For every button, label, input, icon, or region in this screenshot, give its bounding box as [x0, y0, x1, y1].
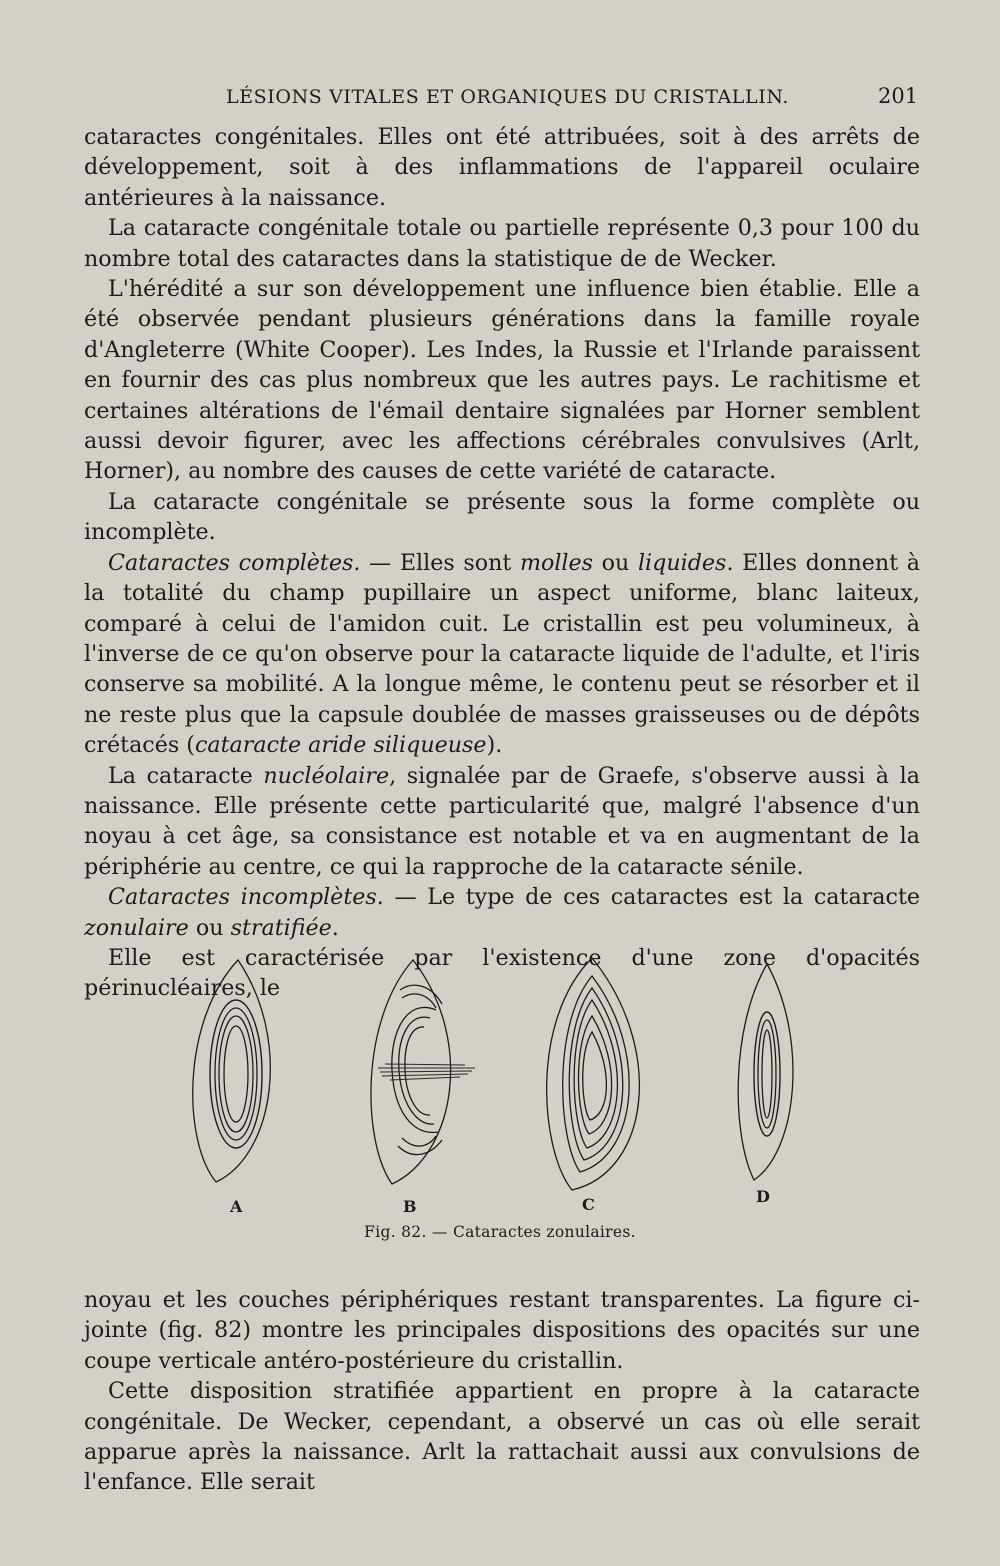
paragraph-5-text-4: ). [486, 732, 503, 759]
paragraph-6-text-1: La cataracte [108, 762, 264, 789]
figure-82 [180, 950, 820, 1230]
paragraph-4: La cataracte congénitale se présente sous la forme complète ou incomplète. [84, 488, 920, 546]
lens-section-c [547, 958, 640, 1190]
lens-section-a [193, 960, 271, 1182]
paragraph-5-italic-2: liquides [637, 549, 727, 576]
text-block-bottom [84, 1285, 920, 1498]
paragraph-7-text-1: — Le type de ces cataractes est la cataracte [383, 884, 920, 911]
paragraph-2: La cataracte congénitale totale ou partielle représente 0,3 pour 100 du nombre total des cataractes dans la statistique de de Wecker. [84, 215, 920, 272]
paragraph-3: L'hérédité a sur son développement une influence bien établie. Elle a été observée pendant plusieurs générations dans la famille royale d'Angleterre (White Cooper). Les Indes, la Russie et l'Irlande paraissent en fournir des cas plus nombreux que les autres pays. Le rachitisme et certaines altérations de l'émail dentaire signalées par Horner semblent aussi devoir figurer, avec les affections cérébrales convulsives (Arlt, Horner), au nombre des causes de cette variété de cataracte. [84, 276, 920, 485]
paragraph-7 [84, 882, 920, 943]
figure-caption: Fig. 82. — Cataractes zonulaires. [364, 1223, 636, 1241]
paragraph-7-italic-2: stratifiée [230, 914, 332, 941]
paragraph-6 [84, 761, 920, 883]
paragraph-5-italic-3: cataracte aride siliqueuse [194, 732, 487, 759]
paragraph-8: Elle est caractérisée par l'existence d'une zone d'opacités périnucléaires, le [84, 944, 920, 1002]
section-heading-complete: Cataractes complètes. [108, 549, 361, 576]
paragraph-9: noyau et les couches périphériques restant transparentes. La figure ci-jointe (fig. 82) montre les principales dispositions des opacités sur une coupe verticale antéro-postérieure du cristallin. [84, 1287, 920, 1374]
paragraph-5-text-2: ou [593, 549, 638, 576]
figure-label-c: C [582, 1195, 595, 1214]
paragraph-5-text-3: . Elles donnent à la totalité du champ pupillaire un aspect uniforme, blanc laiteux, comparé à celui de l'amidon cuit. Le cristallin est peu volumineux, à l'inverse de ce qu'on observe pour la cataracte liquide de l'adulte, et l'iris conserve sa mobilité. A la longue même, le contenu peut se résorber et il ne reste plus que la capsule doublée de masses graisseuses ou de dépôts crétacés ( [84, 549, 920, 759]
lens-section-d [738, 964, 793, 1180]
page-header [0, 86, 1000, 116]
paragraph-5-text-1: — Elles sont [360, 549, 520, 576]
figure-label-b: B [403, 1197, 417, 1216]
paragraph-5 [84, 548, 920, 761]
text-block-top [84, 122, 920, 1004]
paragraph-7-text-2: ou [188, 914, 231, 941]
figure-label-a: A [230, 1197, 243, 1216]
page-number: 201 [878, 84, 919, 108]
paragraph-6-italic-1: nucléolaire [263, 762, 390, 789]
paragraph-7-italic-1: zonulaire [84, 914, 189, 941]
section-heading-incomplete: Cataractes incomplètes. [108, 884, 384, 911]
paragraph-1: cataractes congénitales. Elles ont été attribuées, soit à des arrêts de développement, soit à des inflammations de l'appareil oculaire antérieures à la naissance. [84, 124, 920, 211]
figure-label-d: D [756, 1187, 770, 1206]
paragraph-5-italic-1: molles [519, 549, 594, 576]
paragraph-10: Cette disposition stratifiée appartient en propre à la cataracte congénitale. De Wecker, cependant, a observé un cas où elle serait apparue après la naissance. Arlt la rattachait aussi aux convulsions de l'enfance. Elle serait [84, 1378, 920, 1496]
paragraph-6-text-2: , signalée par de Graefe, s'observe aussi à la naissance. Elle présente cette particularité que, malgré l'absence d'un noyau à cet âge, sa consistance est notable et va en augmentant de la périphérie au centre, ce qui la rapproche de la cataracte sénile. [84, 762, 920, 880]
running-title: LÉSIONS VITALES ET ORGANIQUES DU CRISTALLIN. [226, 86, 789, 108]
paragraph-7-text-3: . [331, 914, 339, 941]
